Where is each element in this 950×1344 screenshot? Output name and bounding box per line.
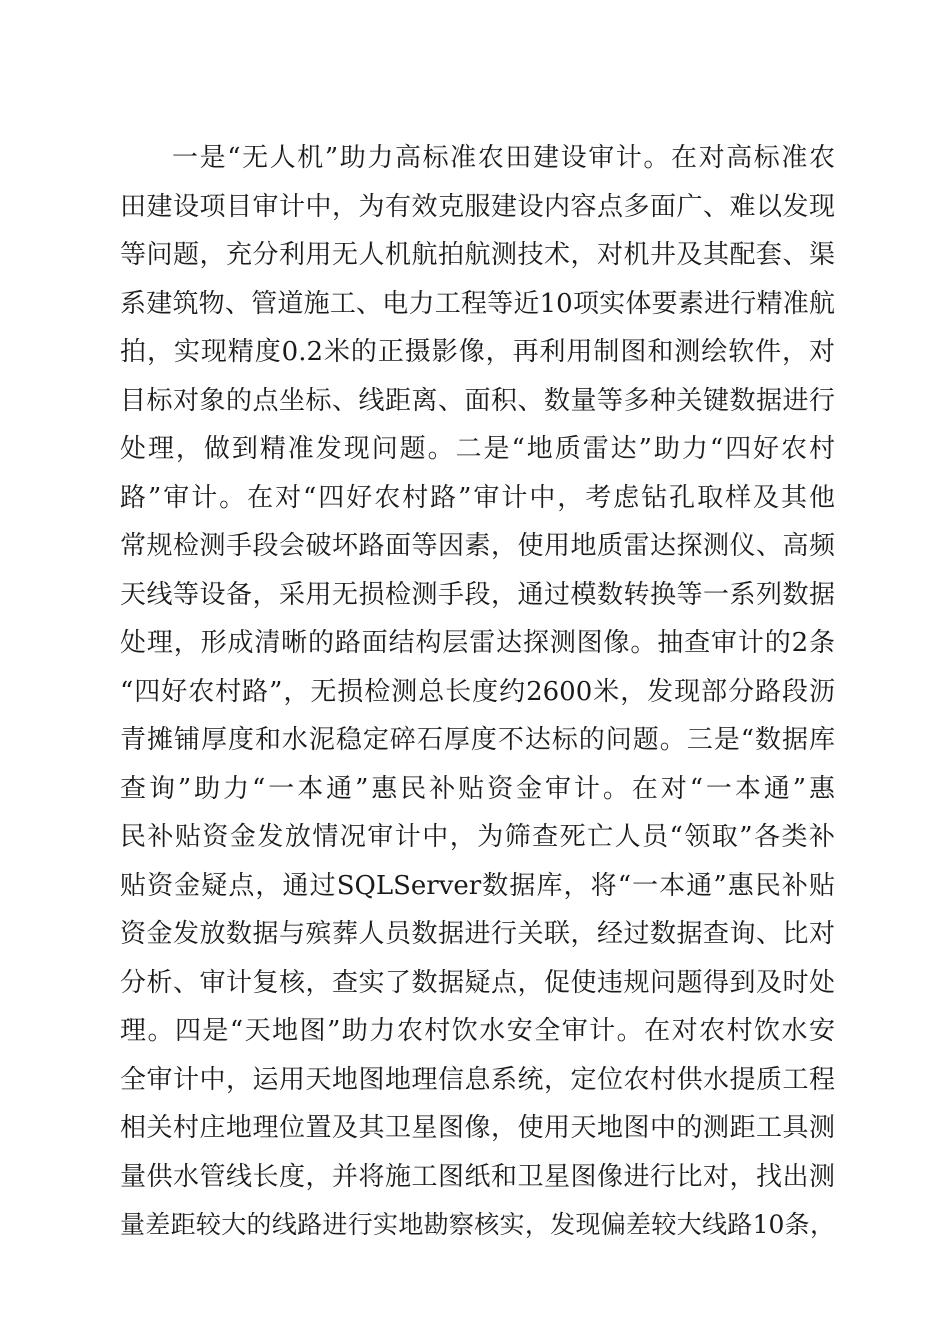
text-line: 相关村庄地理位置及其卫星图像，使用天地图中的测距工具测 [120,1113,835,1143]
text-line: 等问题，充分利用无人机航拍航测技术，对机井及其配套、渠 [120,240,835,270]
text-line: 民补贴资金发放情况审计中，为筛查死亡人员“领取”各类补 [120,822,835,852]
text-line: 青摊铺厚度和水泥稳定碎石厚度不达标的问题。三是“数据库 [120,725,835,755]
text-line: 量供水管线长度，并将施工图纸和卫星图像进行比对，找出测 [120,1161,835,1192]
text-line: 分析、审计复核，查实了数据疑点，促使违规问题得到及时处 [120,967,835,998]
text-line: 贴资金疑点，通过SQLServer数据库，将“一本通”惠民补贴 [120,870,835,901]
text-line: 查询”助力“一本通”惠民补贴资金审计。在对“一本通”惠 [120,773,835,804]
text-line: 拍，实现精度0.2米的正摄影像，再利用制图和测绘软件，对 [120,337,835,367]
text-line: 全审计中，运用天地图地理信息系统，定位农村供水提质工程 [120,1064,835,1095]
text-line: 处理，做到精准发现问题。二是“地质雷达”助力“四好农村 [120,434,835,464]
text-line: 一是“无人机”助力高标准农田建设审计。在对高标准农 [172,143,835,173]
text-line: 量差距较大的线路进行实地勘察核实，发现偏差较大线路10条， [120,1210,835,1239]
text-line: 系建筑物、管道施工、电力工程等近10项实体要素进行精准航 [120,288,835,319]
text-line: 目标对象的点坐标、线距离、面积、数量等多种关键数据进行 [120,385,835,416]
text-line: 理。四是“天地图”助力农村饮水安全审计。在对农村饮水安 [120,1016,835,1046]
text-line: 天线等设备，采用无损检测手段，通过模数转换等一系列数据 [120,579,835,610]
text-line: 路”审计。在对“四好农村路”审计中，考虑钻孔取样及其他 [120,482,835,513]
text-line: “四好农村路”，无损检测总长度约2600米，发现部分路段沥 [120,676,835,707]
text-line: 常规检测手段会破坏路面等因素，使用地质雷达探测仪、高频 [120,531,835,561]
text-line: 处理，形成清晰的路面结构层雷达探测图像。抽查审计的2条 [120,628,835,658]
text-line: 资金发放数据与殡葬人员数据进行关联，经过数据查询、比对 [120,919,835,949]
body-paragraph [120,134,835,1250]
text-line: 田建设项目审计中，为有效克服建设内容点多面广、难以发现 [120,191,835,222]
